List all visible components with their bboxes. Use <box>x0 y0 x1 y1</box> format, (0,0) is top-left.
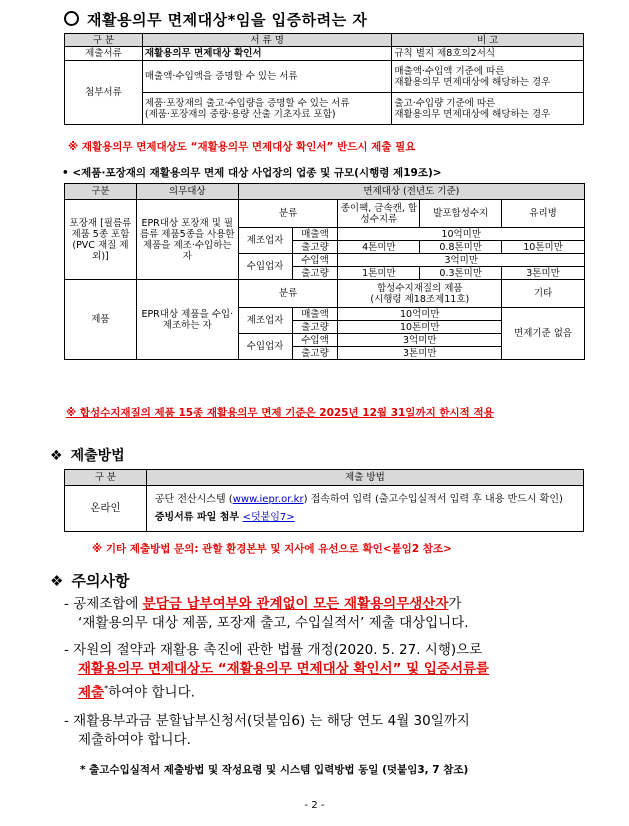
para-text: - 자원의 절약과 재활용 촉진에 관한 법률 개정(2020. 5. 27. 시행)으로 <box>64 642 483 658</box>
doc-line: (제품·포장재의 중량·용량 산출 기초자료 포함) <box>144 108 336 120</box>
submission-method-table <box>64 469 584 532</box>
para-text: - 재활용부과금 분할납부신청서(덧붙임6) 는 해당 연도 4월 30일까지 <box>64 713 470 729</box>
note-resin-temporary: ※ 합성수지재질의 제품 15종 재활용의무 면제 기준은 2025년 12월 31일까지 한시적 적용 <box>66 407 494 419</box>
col-header-gubun: 구분 <box>65 184 137 200</box>
cell-category: 제출서류 <box>65 47 143 61</box>
cell-value: 3톤미만 <box>338 347 502 360</box>
method-text: 공단 전산시스템 ( <box>154 493 233 505</box>
cell-no-criteria: 면제기준 없음 <box>502 308 585 360</box>
cell-value: 1톤미만 <box>338 267 420 280</box>
cell-gubun-packaging: 포장재 [필름류 제품 5종 포함(PVC 재질 제외)] <box>65 200 137 280</box>
cell-ship: 출고량 <box>292 267 338 280</box>
cell-import-amt: 수입액 <box>292 334 338 347</box>
cell-value: 3억미만 <box>338 334 502 347</box>
para-text: 제출하여야 합니다. <box>78 732 191 748</box>
cell-remark <box>392 61 584 93</box>
para-text: 하여야 합니다. <box>108 684 195 701</box>
cell-value: 10톤미만 <box>338 321 502 334</box>
cell-bunryu: 분류 <box>238 200 338 228</box>
col-header-category: 구 분 <box>65 34 143 47</box>
caution-paragraph-1 <box>64 595 589 633</box>
resin-line: 합성수지재질의 제품 <box>376 282 463 294</box>
cell-import-amt: 수입액 <box>292 254 338 267</box>
cell-target-product: EPR대상 제품을 수입·제조하는 자 <box>136 280 238 360</box>
col-header-remark: 비 고 <box>392 34 584 47</box>
cell-material-other: 기타 <box>502 280 585 308</box>
col-header-category: 구 분 <box>65 470 147 486</box>
cell-docname: 재활용의무 면제대상 확인서 <box>142 47 392 61</box>
heading-text: 재활용의무 면제대상*임을 입증하려는 자 <box>87 11 368 29</box>
attachment7-link[interactable]: <덧붙임7> <box>242 511 295 523</box>
cell-value: 3톤미만 <box>502 267 585 280</box>
diamond-bullet-icon: ❖ <box>50 572 64 590</box>
remark-line: 출고·수입량 기준에 따른 <box>394 97 496 109</box>
cell-category-attach: 첨부서류 <box>65 61 143 125</box>
col-header-exempt: 면제대상 (전년도 기준) <box>238 184 584 200</box>
section-heading-cautions <box>50 570 129 591</box>
cell-material-foam: 발포합성수지 <box>420 200 502 228</box>
cell-sales: 매출액 <box>292 308 338 321</box>
remark-line: 재활용의무 면제대상에 해당하는 경우 <box>394 76 551 88</box>
caution-paragraph-2 <box>64 641 589 703</box>
para-text: 가 <box>448 596 462 612</box>
col-header-docname: 서 류 명 <box>142 34 392 47</box>
para-emphasis: 제출 <box>78 684 105 701</box>
cell-docname: 매출액·수입액을 증명할 수 있는 서류 <box>142 61 392 93</box>
cell-importer: 수입업자 <box>238 334 292 360</box>
cell-value: 3억미만 <box>338 254 585 267</box>
method-text: ) 접속하여 입력 (출고수입실적서 입력 후 내용 반드시 확인) <box>303 493 563 505</box>
col-header-method: 제출 방법 <box>146 470 583 486</box>
para-emphasis: 재활용의무 면제대상도 “재활용의무 면제대상 확인서” 및 입증서류를 <box>78 661 490 677</box>
col-header-target: 의무대상 <box>136 184 238 200</box>
diamond-bullet-icon: ❖ <box>50 448 63 464</box>
cell-material-glass: 유리병 <box>502 200 585 228</box>
section-title: 제출방법 <box>70 448 125 464</box>
note-exempt-submission: ※ 재활용의무 면제대상도 “재활용의무 면제대상 확인서” 반드시 제출 필요 <box>68 141 416 153</box>
cell-material-resin <box>338 280 502 308</box>
cell-docname <box>142 93 392 125</box>
remark-line: 재활용의무 면제대상에 해당하는 경우 <box>394 108 551 120</box>
cell-bunryu: 분류 <box>238 280 338 308</box>
cell-gubun-product: 제품 <box>65 280 137 360</box>
cell-online: 온라인 <box>65 486 147 532</box>
cell-remark: 규칙 별지 제8호의2서식 <box>392 47 584 61</box>
page-number: - 2 - <box>304 800 325 811</box>
cell-maker: 제조업자 <box>238 308 292 334</box>
resin-line: (시행령 제18조제11호) <box>370 293 470 305</box>
iepr-link[interactable]: www.iepr.or.kr <box>232 493 304 505</box>
cell-value: 0.8톤미만 <box>420 241 502 254</box>
cell-material-paper: 종이팩, 금속캔, 합성수지류 <box>338 200 420 228</box>
cell-value: 4톤미만 <box>338 241 420 254</box>
table2-title: • <제품·포장재의 재활용의무 면제 대상 사업장의 업종 및 규모(시행령 제19조)> <box>62 167 442 179</box>
cell-value: 0.3톤미만 <box>420 267 502 280</box>
para-text: ‘재활용의무 대상 제품, 포장재 출고, 수입실적서’ 제출 대상입니다. <box>78 615 469 631</box>
cell-target-packaging: EPR대상 포장재 및 필름류 제품5종을 사용한 제품을 제조·수입하는 자 <box>136 200 238 280</box>
caution-paragraph-3 <box>64 712 589 750</box>
cell-method <box>146 486 583 532</box>
footnote: * 출고수입실적서 제출방법 및 작성요령 및 시스템 입력방법 동일 (덧붙임3, 7 참조) <box>80 764 469 776</box>
cell-maker: 제조업자 <box>238 228 292 254</box>
documents-table <box>64 33 584 125</box>
remark-line: 매출액·수입액 기준에 따른 <box>394 65 505 77</box>
method-text: 증빙서류 파일 첨부 <box>154 511 243 523</box>
cell-remark <box>392 93 584 125</box>
footnote-mark: * <box>104 684 109 693</box>
doc-line: 제품·포장재의 출고·수입량을 증명할 수 있는 서류 <box>144 97 350 109</box>
section-title: 주의사항 <box>71 572 130 590</box>
cell-sales: 매출액 <box>292 228 338 241</box>
cell-importer: 수입업자 <box>238 254 292 280</box>
para-text: - 공제조합에 <box>64 596 143 612</box>
section-heading-exempt <box>64 9 367 30</box>
cell-value: 10억미만 <box>338 228 585 241</box>
circle-bullet-icon <box>64 11 79 26</box>
cell-ship: 출고량 <box>292 347 338 360</box>
note-other-methods: ※ 기타 제출방법 문의: 관할 환경본부 및 지사에 유선으로 확인<붙임2 참조> <box>92 543 452 555</box>
cell-ship: 출고량 <box>292 241 338 254</box>
cell-value: 10억미만 <box>338 308 502 321</box>
cell-ship: 출고량 <box>292 321 338 334</box>
cell-value: 10톤미만 <box>502 241 585 254</box>
para-emphasis: 분담금 납부여부와 관계없이 모든 재활용의무생산자 <box>142 596 449 612</box>
exemption-scale-table <box>64 183 585 360</box>
section-heading-submission <box>50 445 125 465</box>
